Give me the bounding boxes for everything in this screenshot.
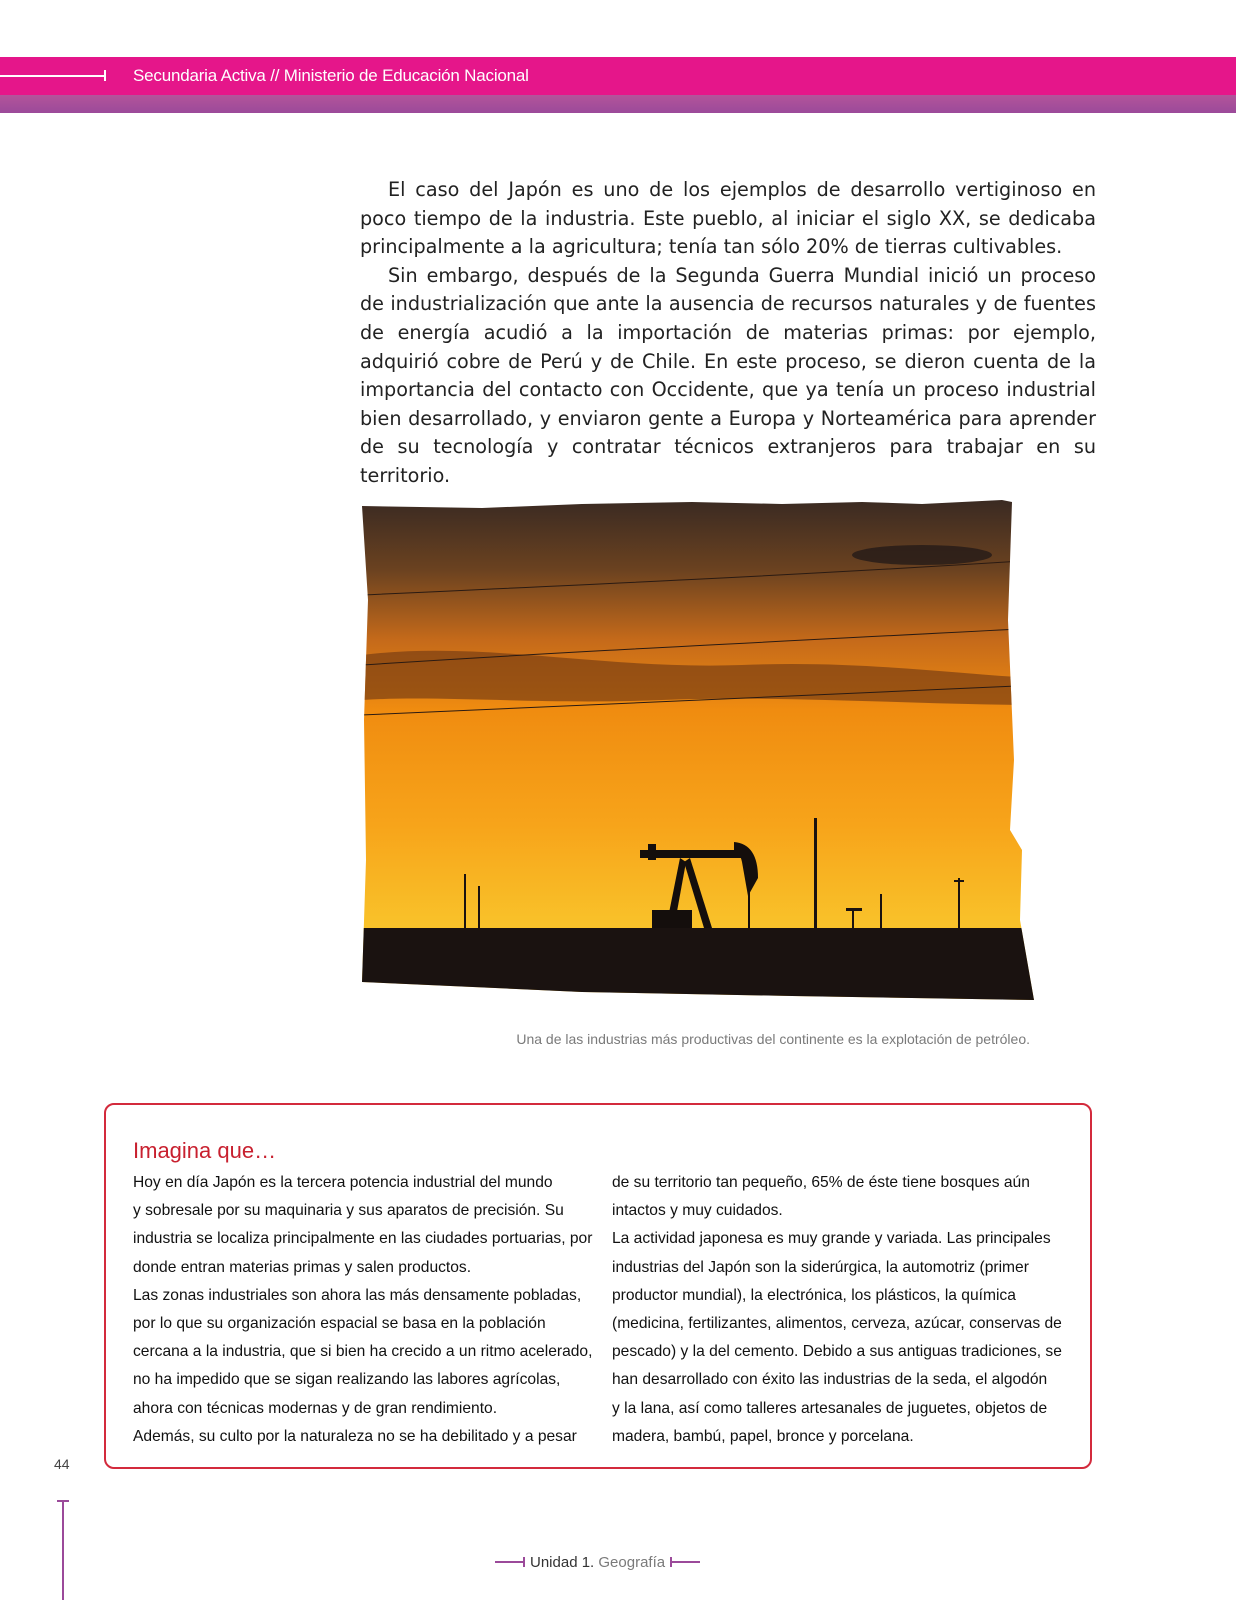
right-line-4: industrias del Japón son la siderúrgica, la automotriz (primer	[612, 1258, 1029, 1276]
header-strip	[0, 95, 1236, 113]
left-line-7: cercana a la industria, que si bien ha crecido a un ritmo acelerado,	[133, 1343, 593, 1361]
body-text	[360, 176, 1096, 491]
body-paragraph-1: El caso del Japón es uno de los ejemplos de desarrollo vertiginoso en poco tiempo de la industria. Este pueblo, al iniciar el siglo XX, se dedicaba principalmente a la agricultura; tenía tan sólo 20% de tierras cultivables.	[360, 178, 1096, 259]
left-line-6: por lo que su organización espacial se basa en la población	[133, 1315, 546, 1333]
left-line-5: Las zonas industriales son ahora las más densamente pobladas,	[133, 1286, 582, 1304]
left-line-2: y sobresale por su maquinaria y sus aparatos de precisión. Su	[133, 1202, 564, 1220]
left-line-3: industria se localiza principalmente en las ciudades portuarias, por	[133, 1230, 593, 1248]
activity-column-left	[133, 1169, 603, 1451]
right-line-7: pescado) y la del cemento. Debido a sus antiguas tradiciones, se	[612, 1343, 1062, 1361]
left-line-4: donde entran materias primas y salen productos.	[133, 1258, 472, 1276]
footer-rule-right	[670, 1561, 700, 1563]
left-line-10: Además, su culto por la naturaleza no se ha debilitado y a pesar	[133, 1427, 577, 1445]
activity-box-title: Imagina que…	[133, 1138, 277, 1163]
right-line-10: madera, bambú, papel, bronce y porcelana.	[612, 1427, 914, 1445]
left-line-9: ahora con técnicas modernas y de gran rendimiento.	[133, 1399, 498, 1417]
body-paragraph-2: Sin embargo, después de la Segunda Guerra Mundial inició un proceso de industrialización que ante la ausencia de recursos naturales y de fuentes de energía acudió a la importación de materias primas: por ejemplo, adquirió cobre de Perú y de Chile. En este proceso, se dieron cuenta de la importancia del contacto con Occidente, que ya tenía un proceso industrial bien desarrollado, y enviaron gente a Europa y Norteamérica para aprender de su tecnología y contratar técnicos extranjeros para trabajar en su territorio.	[360, 263, 1096, 487]
header-title: Secundaria Activa // Ministerio de Educación Nacional	[133, 66, 529, 85]
side-rule	[62, 1500, 64, 1600]
figure-caption: Una de las industrias más productivas del continente es la explotación de petróleo.	[516, 1031, 1030, 1047]
oil-pump-sunset-photo	[362, 500, 1038, 1000]
right-line-5: productor mundial), la electrónica, los plásticos, la química	[612, 1286, 1016, 1304]
right-line-6: (medicina, fertilizantes, alimentos, cerveza, azúcar, conservas de	[612, 1315, 1062, 1333]
left-line-8: no ha impedido que se sigan realizando las labores agrícolas,	[133, 1371, 561, 1389]
footer-unit: Unidad 1.	[530, 1553, 595, 1571]
right-line-9: y la lana, así como talleres artesanales de juguetes, objetos de	[612, 1399, 1048, 1417]
right-line-2: intactos y muy cuidados.	[612, 1202, 783, 1220]
left-line-1: Hoy en día Japón es la tercera potencia industrial del mundo	[133, 1174, 553, 1191]
footer-unit-label	[495, 1552, 700, 1572]
page-number: 44	[54, 1456, 70, 1472]
header-rule-tick	[104, 70, 106, 81]
footer-subject: Geografía	[598, 1553, 666, 1571]
header-rule	[0, 75, 105, 77]
footer-rule-left	[495, 1561, 525, 1563]
right-line-3: La actividad japonesa es muy grande y variada. Las principales	[612, 1230, 1051, 1248]
right-line-1: de su territorio tan pequeño, 65% de éste tiene bosques aún	[612, 1174, 1030, 1191]
activity-column-right	[612, 1169, 1072, 1451]
right-line-8: han desarrollado con éxito las industrias de la seda, el algodón	[612, 1371, 1048, 1389]
